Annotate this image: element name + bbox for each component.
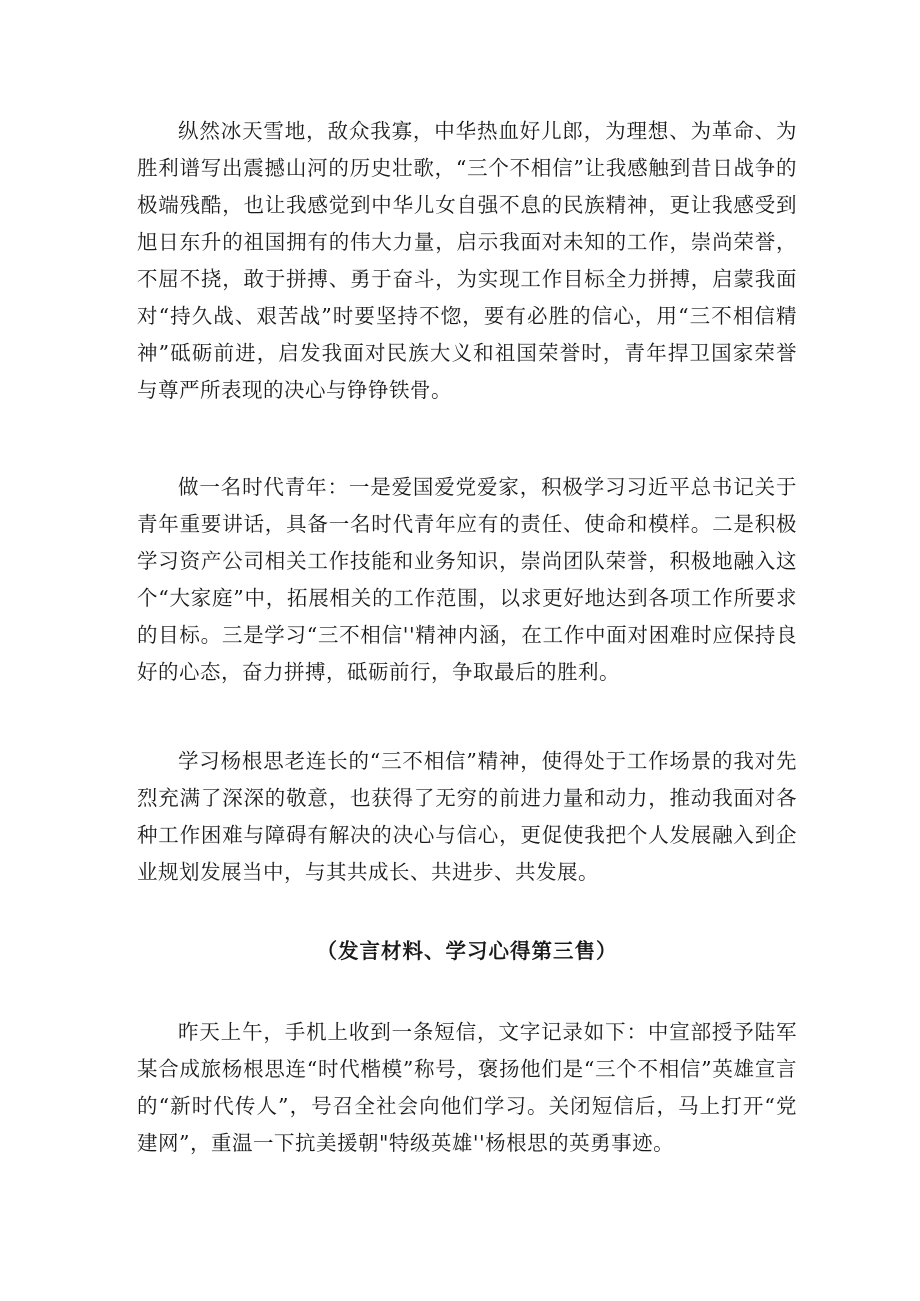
body-paragraph-1: 纵然冰天雪地，敌众我寡，中华热血好儿郎，为理想、为革命、为胜利谱写出震撼山河的历史壮歌，“三个不相信”让我感触到昔日战争的极端残酷，也让我感觉到中华儿女自强不息的民族精神，更让我感受到旭日东升的祖国拥有的伟大力量，启示我面对未知的工作，崇尚荣誉，不屈不挠，敢于拼搏、勇于奋斗，为实现工作目标全力拼搏，启蒙我面对“持久战、艰苦战”时要坚持不惚，要有必胜的信心，用“三不相信精神”砥砺前进，启发我面对民族大义和祖国荣誉时，青年捍卫国家荣誉与尊严所表现的决心与铮铮铁骨。 — [137, 119, 797, 402]
body-paragraph-3: 学习杨根思老连长的“三不相信”精神，使得处于工作场景的我对先烈充满了深深的敬意，也获得了无穷的前进力量和动力，推动我面对各种工作困难与障碍有解决的决心与信心，更促使我把个人发展融入到企业规划发展当中，与其共成长、共进步、共发展。 — [137, 749, 797, 884]
body-paragraph-4: 昨天上午，手机上收到一条短信，文字记录如下：中宣部授予陆军某合成旅杨根思连“时代楷模”称号，褒扬他们是“三个不相信”英雄宣言的“新时代传人”，号召全社会向他们学习。关闭短信后，马上打开“党建网”，重温一下抗美援朝"特级英雄''杨根思的英勇事迹。 — [137, 1020, 797, 1155]
body-paragraph-2: 做一名时代青年：一是爱国爱党爱家，积极学习习近平总书记关于青年重要讲话，具备一名时代青年应有的责任、使命和模样。二是积极学习资产公司相关工作技能和业务知识，崇尚团队荣誉，积极地融入这个“大家庭”中，拓展相关的工作范围，以求更好地达到各项工作所要求的目标。三是学习“三不相信''精神内涵，在工作中面对困难时应保持良好的心态，奋力拼搏，砥砺前行，争取最后的胜利。 — [137, 475, 797, 684]
section-heading: （发言材料、学习心得第三售） — [316, 939, 618, 963]
